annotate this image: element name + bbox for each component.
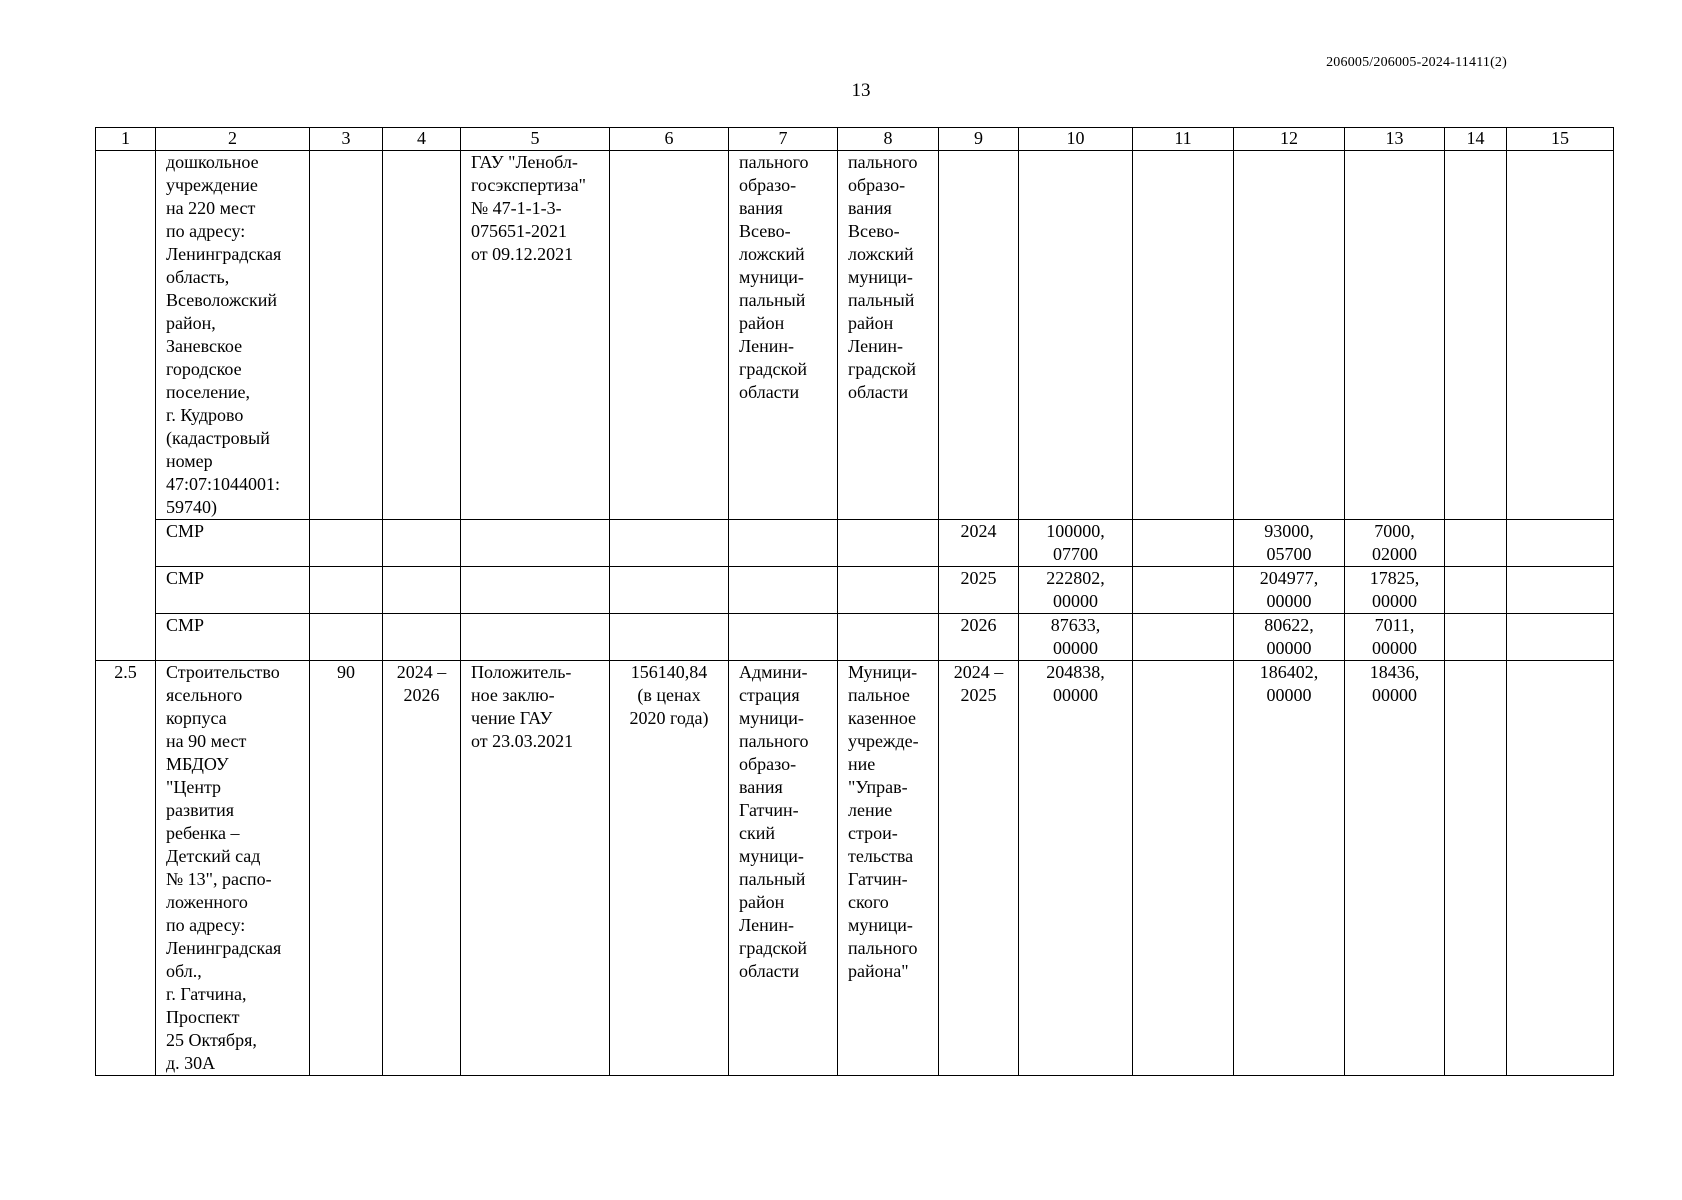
table-cell — [310, 614, 383, 661]
table-cell — [461, 520, 610, 567]
amount-cell: 204977, 00000 — [1234, 567, 1345, 614]
page-number: 13 — [851, 80, 871, 101]
year-cell: 2025 — [939, 567, 1019, 614]
table-cell — [729, 520, 838, 567]
table-cell — [1345, 151, 1445, 520]
header-cell: 9 — [939, 128, 1019, 151]
header-cell: 2 — [156, 128, 310, 151]
header-cell: 3 — [310, 128, 383, 151]
table-cell — [1507, 614, 1614, 661]
table-cell — [1234, 151, 1345, 520]
table-cell — [1507, 520, 1614, 567]
amount-cell: 17825, 00000 — [1345, 567, 1445, 614]
work-type-cell: СМР — [156, 567, 310, 614]
customer-cell: пального образо- вания Всево- ложский муници- пальный район Ленин- градской области — [729, 151, 838, 520]
table-cell — [383, 567, 461, 614]
table-cell — [1133, 661, 1234, 1076]
header-cell: 10 — [1019, 128, 1133, 151]
header-cell: 11 — [1133, 128, 1234, 151]
year-cell: 2024 — [939, 520, 1019, 567]
table-cell — [1133, 614, 1234, 661]
table-cell — [838, 567, 939, 614]
amount-cell: 93000, 05700 — [1234, 520, 1345, 567]
table-row — [96, 614, 1614, 661]
table-cell — [838, 614, 939, 661]
contractor-cell: пального образо- вания Всево- ложский муници- пальный район Ленин- градской области — [838, 151, 939, 520]
table-cell — [1133, 151, 1234, 520]
table-cell — [461, 614, 610, 661]
amount-cell: 18436, 00000 — [1345, 661, 1445, 1076]
header-cell: 4 — [383, 128, 461, 151]
data-table — [95, 127, 1614, 1076]
object-name-cell: Строительство ясельного корпуса на 90 мест МБДОУ "Центр развития ребенка – Детский сад № 13", распо- ложенного по адресу: Ленинградская обл., г. Гатчина, Проспект 25 Октября, д. 30А — [156, 661, 310, 1076]
header-cell: 7 — [729, 128, 838, 151]
year-cell: 2024 – 2025 — [939, 661, 1019, 1076]
table-cell — [310, 567, 383, 614]
row-number-cell: 2.5 — [96, 661, 156, 1076]
header-cell: 5 — [461, 128, 610, 151]
table-cell — [383, 520, 461, 567]
amount-cell: 100000, 07700 — [1019, 520, 1133, 567]
work-type-cell: СМР — [156, 614, 310, 661]
header-cell: 1 — [96, 128, 156, 151]
header-cell: 8 — [838, 128, 939, 151]
table-cell — [1507, 661, 1614, 1076]
table-cell — [1019, 151, 1133, 520]
table-cell — [461, 567, 610, 614]
amount-cell: 7000, 02000 — [1345, 520, 1445, 567]
table-row — [96, 567, 1614, 614]
header-cell: 14 — [1445, 128, 1507, 151]
expertise-cell: ГАУ "Ленобл- госэкспертиза" № 47-1-1-3- 075651-2021 от 09.12.2021 — [461, 151, 610, 520]
header-cell: 6 — [610, 128, 729, 151]
capacity-cell: 90 — [310, 661, 383, 1076]
object-name-cell: дошкольное учреждение на 220 мест по адресу: Ленинградская область, Всеволожский район, Заневское городское поселение, г. Кудрово (кадастровый номер 47:07:1044001: 59740) — [156, 151, 310, 520]
row-number-cell — [96, 151, 156, 661]
table-cell — [610, 520, 729, 567]
table-cell — [1445, 661, 1507, 1076]
amount-cell: 80622, 00000 — [1234, 614, 1345, 661]
customer-cell: Админи- страция муници- пального образо- вания Гатчин- ский муници- пальный район Ленин- градской области — [729, 661, 838, 1076]
table-cell — [310, 520, 383, 567]
table-cell — [1507, 151, 1614, 520]
table-cell — [729, 614, 838, 661]
amount-cell: 87633, 00000 — [1019, 614, 1133, 661]
year-cell: 2026 — [939, 614, 1019, 661]
table-row — [96, 151, 1614, 520]
amount-cell: 186402, 00000 — [1234, 661, 1345, 1076]
table-cell — [939, 151, 1019, 520]
cost-cell: 156140,84 (в ценах 2020 года) — [610, 661, 729, 1076]
amount-cell: 204838, 00000 — [1019, 661, 1133, 1076]
table-cell — [610, 151, 729, 520]
period-cell: 2024 – 2026 — [383, 661, 461, 1076]
table-row — [96, 520, 1614, 567]
table-cell — [310, 151, 383, 520]
table-cell — [1445, 567, 1507, 614]
table-cell — [1445, 520, 1507, 567]
table-cell — [610, 567, 729, 614]
amount-cell: 7011, 00000 — [1345, 614, 1445, 661]
table-cell — [838, 520, 939, 567]
table-cell — [729, 567, 838, 614]
table-cell — [383, 614, 461, 661]
table-cell — [1133, 520, 1234, 567]
table-cell — [1507, 567, 1614, 614]
contractor-cell: Муници- пальное казенное учрежде- ние "Управ- ление строи- тельства Гатчин- ского муници- пального района" — [838, 661, 939, 1076]
table-cell — [1445, 151, 1507, 520]
expertise-cell: Положитель- ное заклю- чение ГАУ от 23.03.2021 — [461, 661, 610, 1076]
document-id: 206005/206005-2024-11411(2) — [1326, 55, 1507, 70]
amount-cell: 222802, 00000 — [1019, 567, 1133, 614]
table-cell — [610, 614, 729, 661]
header-row — [96, 128, 1614, 151]
header-cell: 15 — [1507, 128, 1614, 151]
table-row — [96, 661, 1614, 1076]
header-cell: 13 — [1345, 128, 1445, 151]
work-type-cell: СМР — [156, 520, 310, 567]
table-cell — [383, 151, 461, 520]
header-cell: 12 — [1234, 128, 1345, 151]
table-cell — [1133, 567, 1234, 614]
table-cell — [1445, 614, 1507, 661]
